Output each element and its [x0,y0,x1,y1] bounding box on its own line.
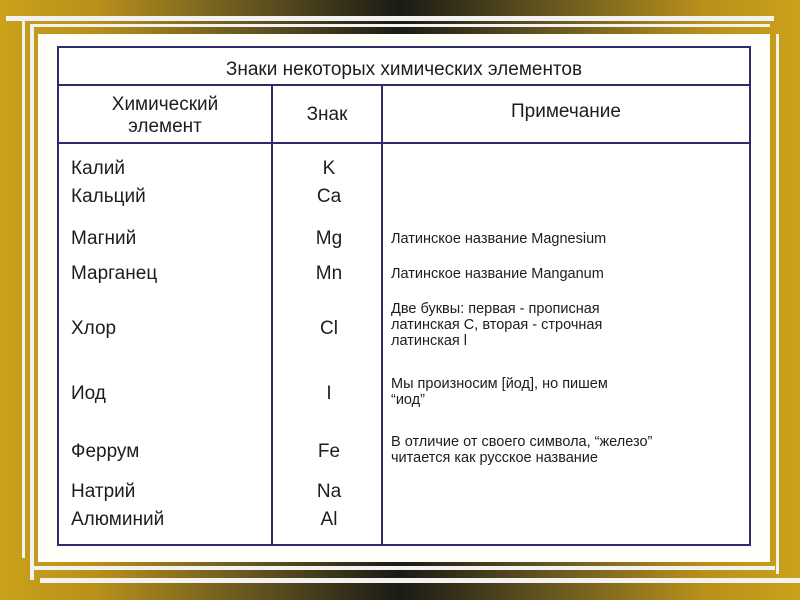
element-symbol: Fe [317,441,341,462]
element-name: Магний [71,228,137,249]
element-note [391,301,602,349]
element-note-line: латинская l [391,333,468,349]
element-note: Латинское название Magnesium [391,231,607,247]
element-note-line: “иод” [391,392,425,408]
column-divider-2 [381,84,383,544]
frame-stripe-bottom-outer [40,578,800,583]
element-symbol: Cl [320,318,338,339]
element-note [391,434,652,466]
table-title: Знаки некоторых химических элементов [225,59,583,80]
element-note-line: латинская C, вторая - строчная [391,317,603,333]
column-divider-1 [271,84,273,544]
element-symbol: I [326,383,332,404]
element-name: Калий [71,158,125,179]
element-note [391,376,608,408]
header-element-line2: элемент [128,116,202,137]
frame-stripe-bottom [30,566,775,570]
header-element [59,94,271,138]
frame-stripe-top-inner [30,24,770,27]
element-name: Иод [71,383,106,404]
element-note-line: читается как русское название [391,450,598,466]
element-symbol: Mg [315,228,343,249]
header-divider [59,142,749,144]
element-name: Кальций [71,186,146,207]
element-note-line: Мы произносим [йод], но пишем [391,376,608,392]
header-symbol: Знак [306,104,348,125]
header-element-line1: Химический [111,94,219,115]
element-name: Натрий [71,481,136,502]
element-name: Алюминий [71,509,165,530]
element-name: Марганец [71,263,158,284]
frame-stripe-right [776,34,779,574]
element-name: Хлор [71,318,117,339]
element-symbol: Ca [316,186,342,207]
elements-table [57,46,751,546]
title-divider [59,84,749,86]
element-note-line: В отличие от своего символа, “железо” [391,434,653,450]
element-symbol: Na [316,481,342,502]
element-note-line: Две буквы: первая - прописная [391,301,600,317]
element-note: Латинское название Manganum [391,266,604,282]
frame-stripe-left-inner [30,24,34,580]
frame-stripe-left [22,18,25,558]
header-note: Примечание [511,101,621,122]
element-symbol: Al [320,509,338,530]
frame-stripe-top [6,16,774,21]
element-symbol: K [322,158,336,179]
element-name: Феррум [71,441,140,462]
element-symbol: Mn [315,263,343,284]
